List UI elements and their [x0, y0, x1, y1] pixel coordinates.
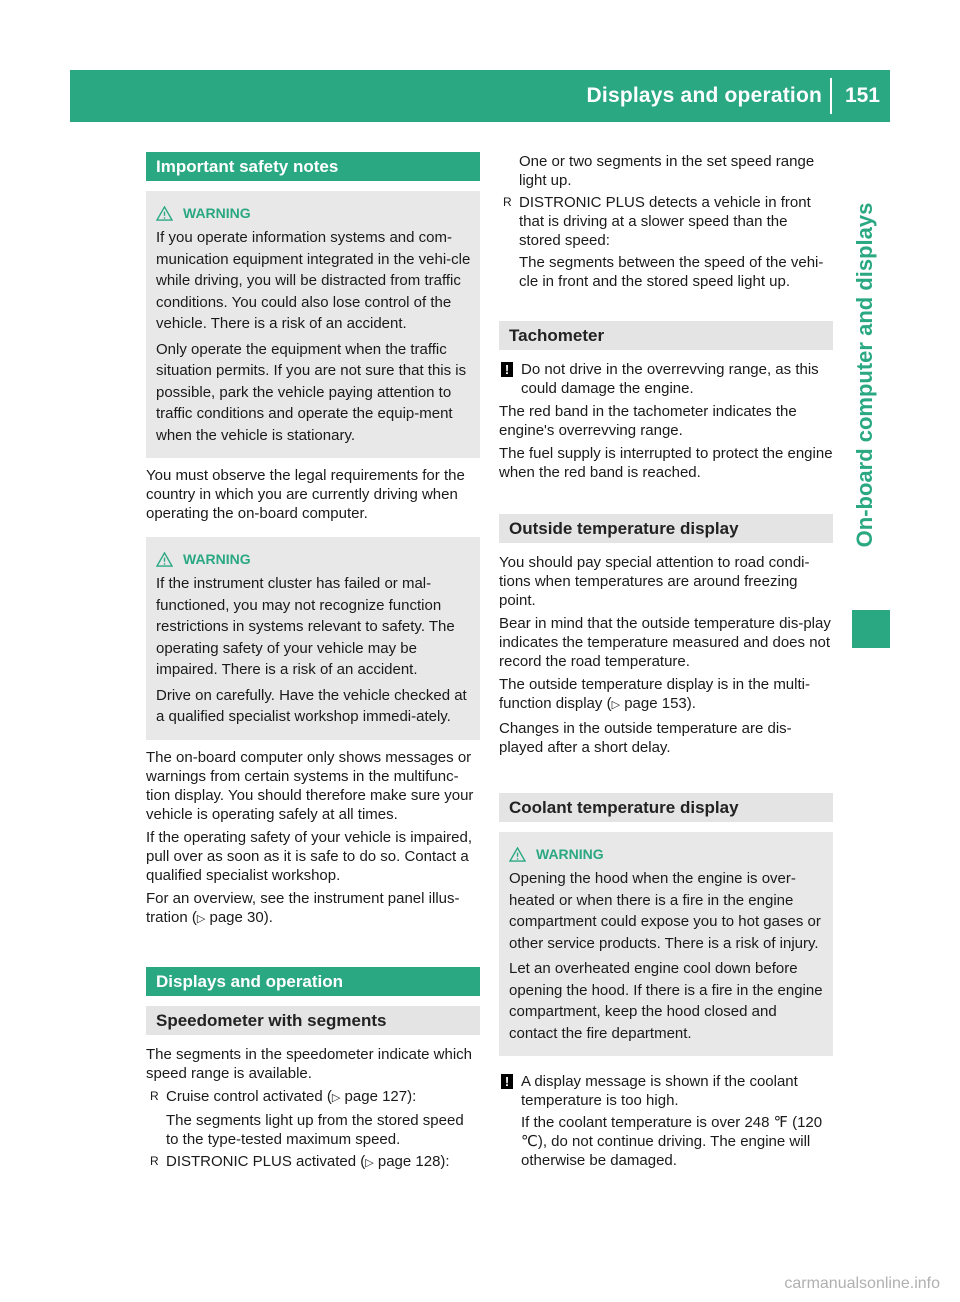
- paragraph: You must observe the legal requirements for the country in which you are currently driving when operating the on-board computer.: [146, 467, 465, 522]
- section-outside-temperature-display: Outside temperature display: [499, 514, 833, 543]
- paragraph: Bear in mind that the outside temperature dis-play indicates the temperature measured and does not record the road temperature.: [499, 615, 831, 670]
- paragraph: For an overview, see the instrument panel illus-tration (▷ page 30).: [146, 889, 460, 926]
- warning-label: WARNING: [183, 205, 251, 221]
- paragraph: You should pay special attention to road condi-tions when temperatures are around freezing point.: [499, 554, 810, 609]
- warning-text: Opening the hood when the engine is over-heated or when there is a fire in the engine compartment could expose you to hot gases or other service products. There is a risk of injury.: [509, 870, 821, 952]
- note-text: A display message is shown if the coolant temperature is too high.: [521, 1073, 798, 1109]
- watermark: carmanualsonline.info: [784, 1275, 940, 1292]
- warning-triangle-icon: [156, 206, 173, 221]
- page-ref-link[interactable]: page 127):: [344, 1087, 417, 1105]
- list-item-detail: The segments between the speed of the vehi-cle in front and the stored speed light up.: [519, 254, 824, 290]
- paragraph: The fuel supply is interrupted to protect the engine when the red band is reached.: [499, 445, 833, 481]
- page-ref-link[interactable]: page 128):: [377, 1152, 450, 1170]
- warning-triangle-icon: [156, 552, 173, 567]
- paragraph: If the operating safety of your vehicle is impaired, pull over as soon as it is safe to do so. Contact a qualified specialist workshop.: [146, 828, 473, 884]
- running-title: Displays and operation: [586, 84, 822, 107]
- page-ref-link[interactable]: page 153).: [624, 695, 696, 712]
- warning-heading: [156, 549, 472, 569]
- page-ref-icon: ▷: [611, 699, 621, 711]
- list-item: R Cruise control activated (▷ page 127): The segments light up from the stored speed to the type-tested maximum speed.: [146, 1087, 480, 1149]
- warning-text: Only operate the equipment when the traffic situation permits. If you are not sure that this is possible, park the vehicle paying attention to traffic conditions and operate the equip-ment when the vehicle is stationary.: [156, 340, 467, 444]
- warning-box: [499, 832, 833, 1056]
- warning-text: Let an overheated engine cool down before opening the hood. If there is a fire in the engine compartment, keep the hood closed and contact the fire department.: [509, 960, 823, 1042]
- list-item-continuation: [499, 152, 833, 190]
- warning-heading: [156, 203, 472, 223]
- warning-label: WARNING: [536, 846, 604, 862]
- exclamation-icon: !: [501, 1074, 513, 1089]
- side-tab-label: On-board computer and displays: [852, 202, 877, 548]
- section-displays-and-operation: Displays and operation: [146, 967, 480, 996]
- paragraph: The segments in the speedometer indicate which speed range is available.: [146, 1045, 473, 1082]
- warning-label: WARNING: [183, 551, 251, 567]
- right-column: [499, 152, 833, 1174]
- note-detail: If the coolant temperature is over 248 ℉ (120 ℃), do not continue driving. The engine will otherwise be damaged.: [521, 1114, 823, 1169]
- paragraph: The red band in the tachometer indicates the engine's overrevving range.: [499, 403, 797, 439]
- warning-text: Drive on carefully. Have the vehicle checked at a qualified specialist workshop immedi-ately.: [156, 686, 467, 725]
- page-ref-icon: ▷: [196, 912, 206, 925]
- warning-triangle-icon: [509, 847, 526, 862]
- bullet-icon: R: [150, 1153, 159, 1168]
- section-coolant-temperature-display: Coolant temperature display: [499, 793, 833, 822]
- section-tachometer: Tachometer: [499, 321, 833, 350]
- page-number: 151: [844, 84, 880, 107]
- page-ref-icon: ▷: [365, 1156, 374, 1169]
- warning-text: If you operate information systems and com-munication equipment integrated in the vehi-cle while driving, you will be distracted from traffic conditions. You could also lose control of the vehicle. There is a risk of an accident.: [156, 229, 471, 332]
- side-marker: [852, 610, 890, 648]
- paragraph: The outside temperature display is in the multi-function display (▷ page 153).: [499, 676, 810, 712]
- list-item: R DISTRONIC PLUS detects a vehicle in front that is driving at a slower speed than the stored speed: The segments between the speed of the vehi-cle in front and the stored speed light up.: [499, 193, 833, 291]
- side-tab: [840, 140, 890, 610]
- header-bar: [70, 70, 890, 122]
- paragraph: Changes in the outside temperature are dis-played after a short delay.: [499, 720, 792, 756]
- note-text: Do not drive in the overrevving range, as this could damage the engine.: [521, 361, 819, 397]
- left-column: [146, 152, 480, 1176]
- header-separator: [830, 78, 832, 114]
- note: [499, 1072, 833, 1170]
- list-item: R DISTRONIC PLUS activated (▷ page 128):: [150, 1152, 450, 1170]
- exclamation-icon: !: [501, 362, 513, 377]
- warning-box: [146, 191, 480, 458]
- page-ref-link[interactable]: page 30).: [209, 908, 273, 926]
- warning-box: [146, 537, 480, 740]
- list-item-detail: The segments light up from the stored speed to the type-tested maximum speed.: [166, 1111, 464, 1148]
- section-important-safety-notes: Important safety notes: [146, 152, 480, 181]
- note: [499, 360, 833, 398]
- warning-heading: [509, 844, 825, 864]
- bullet-icon: R: [503, 195, 512, 209]
- bullet-list: [499, 152, 833, 291]
- warning-text: If the instrument cluster has failed or mal-functioned, you may not recognize function restrictions in systems relevant to safety. The operating safety of your vehicle may be impaired. There is a risk of an accident.: [156, 575, 455, 678]
- list-item-detail: One or two segments in the set speed range light up.: [519, 153, 815, 189]
- bullet-list: [146, 1087, 480, 1173]
- page-ref-icon: ▷: [331, 1091, 341, 1104]
- paragraph: The on-board computer only shows messages or warnings from certain systems in the multifunc-tion display. You should therefore make sure your vehicle is operating safely at all times.: [146, 748, 474, 823]
- section-speedometer-with-segments: Speedometer with segments: [146, 1006, 480, 1035]
- bullet-icon: R: [150, 1088, 159, 1103]
